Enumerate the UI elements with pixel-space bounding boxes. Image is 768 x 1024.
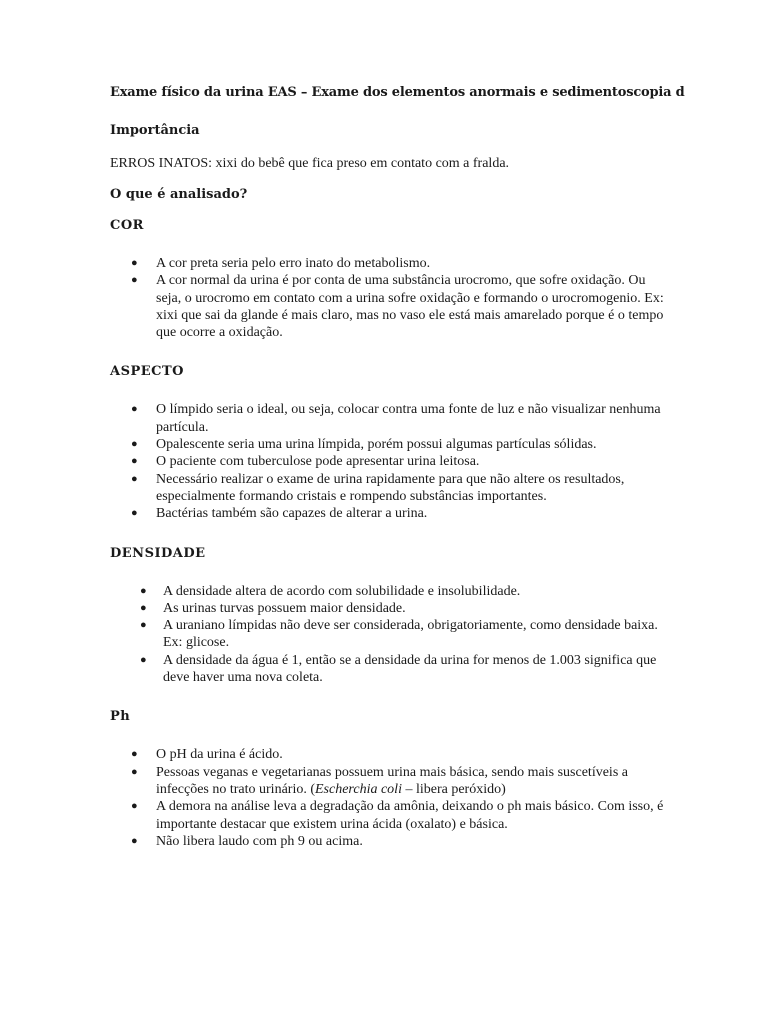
- bullet-icon: ●: [131, 257, 138, 269]
- list-item: ● Opalescente seria uma urina límpida, porém possui algumas partículas sólidas.: [131, 437, 597, 453]
- list-item: ● A demora na análise leva a degradação da amônia, deixando o ph mais básico. Com isso, é importante destacar que existem urina ácida (oxalato) e básica.: [131, 799, 664, 832]
- aspecto-list: [110, 401, 670, 522]
- document-page: [110, 84, 685, 850]
- analisado-heading: O que é analisado?: [110, 187, 248, 202]
- importancia-heading: Importância: [110, 123, 200, 138]
- section-heading-cor: COR: [110, 218, 144, 233]
- bullet-icon: ●: [140, 601, 147, 614]
- list-item: ● A uraniano límpidas não deve ser considerada, obrigatoriamente, como densidade baixa. Ex: glicose.: [140, 618, 658, 651]
- ph-list: [110, 746, 670, 850]
- bullet-icon: ●: [131, 403, 138, 416]
- bullet-icon: ●: [131, 748, 138, 761]
- list-item: ● O pH da urina é ácido.: [131, 747, 283, 763]
- bullet-icon: ●: [140, 584, 147, 597]
- bullet-icon: ●: [140, 653, 147, 666]
- bullet-icon: ●: [131, 472, 138, 485]
- list-item: ● A cor normal da urina é por conta de uma substância urocromo, que sofre oxidação. Ou seja, o urocromo em contato com a urina sofre oxidação e formando o urocromogenio. Ex: xixi que sai da glande é mais claro, mas no vaso ele está mais amarelado porque é o tempo que ocorre a oxidação.: [131, 273, 664, 341]
- list-item: ● O límpido seria o ideal, ou seja, colocar contra uma fonte de luz e não visualizar nenhuma partícula.: [131, 402, 661, 435]
- section-heading-aspecto: ASPECTO: [110, 364, 185, 380]
- list-item: ● A densidade altera de acordo com solubilidade e insolubilidade.: [140, 583, 521, 599]
- list-item: ● Pessoas veganas e vegetarianas possuem urina mais básica, sendo mais suscetíveis a infecções no trato urinário. (Escherchia coli – libera peróxido): [131, 764, 628, 797]
- bullet-icon: ●: [131, 438, 138, 451]
- list-item: ● Não libera laudo com ph 9 ou acima.: [131, 833, 363, 849]
- list-item: ● A densidade da água é 1, então se a densidade da urina for menos de 1.003 significa que deve haver uma nova coleta.: [140, 652, 657, 686]
- cor-list: [110, 255, 670, 341]
- densidade-list: [110, 583, 670, 687]
- bullet-icon: ●: [131, 800, 138, 813]
- bullet-icon: ●: [131, 765, 138, 778]
- section-heading-densidade: DENSIDADE: [110, 545, 206, 561]
- document-title: Exame físico da urina EAS – Exame dos elementos anormais e sedimentoscopia d: [110, 85, 685, 100]
- section-heading-ph: Ph: [110, 709, 131, 725]
- erros-inatos-paragraph: ERROS INATOS: xixi do bebê que fica preso em contato com a fralda.: [110, 156, 510, 171]
- list-item: ● As urinas turvas possuem maior densidade.: [140, 600, 406, 616]
- bullet-icon: ●: [131, 455, 138, 468]
- bullet-icon: ●: [131, 507, 138, 520]
- bullet-icon: ●: [131, 834, 138, 847]
- bullet-icon: ●: [140, 619, 147, 632]
- list-item: ● Necessário realizar o exame de urina rapidamente para que não altere os resultados, especialmente formando cristais e rompendo substâncias importantes.: [131, 471, 625, 504]
- list-item: ● Bactérias também são capazes de alterar a urina.: [131, 506, 428, 522]
- list-item: ● O paciente com tuberculose pode apresentar urina leitosa.: [131, 454, 480, 470]
- list-item: ● A cor preta seria pelo erro inato do metabolismo.: [131, 256, 431, 271]
- bullet-icon: ●: [131, 274, 138, 287]
- bacteria-name: Escherchia coli: [315, 781, 402, 797]
